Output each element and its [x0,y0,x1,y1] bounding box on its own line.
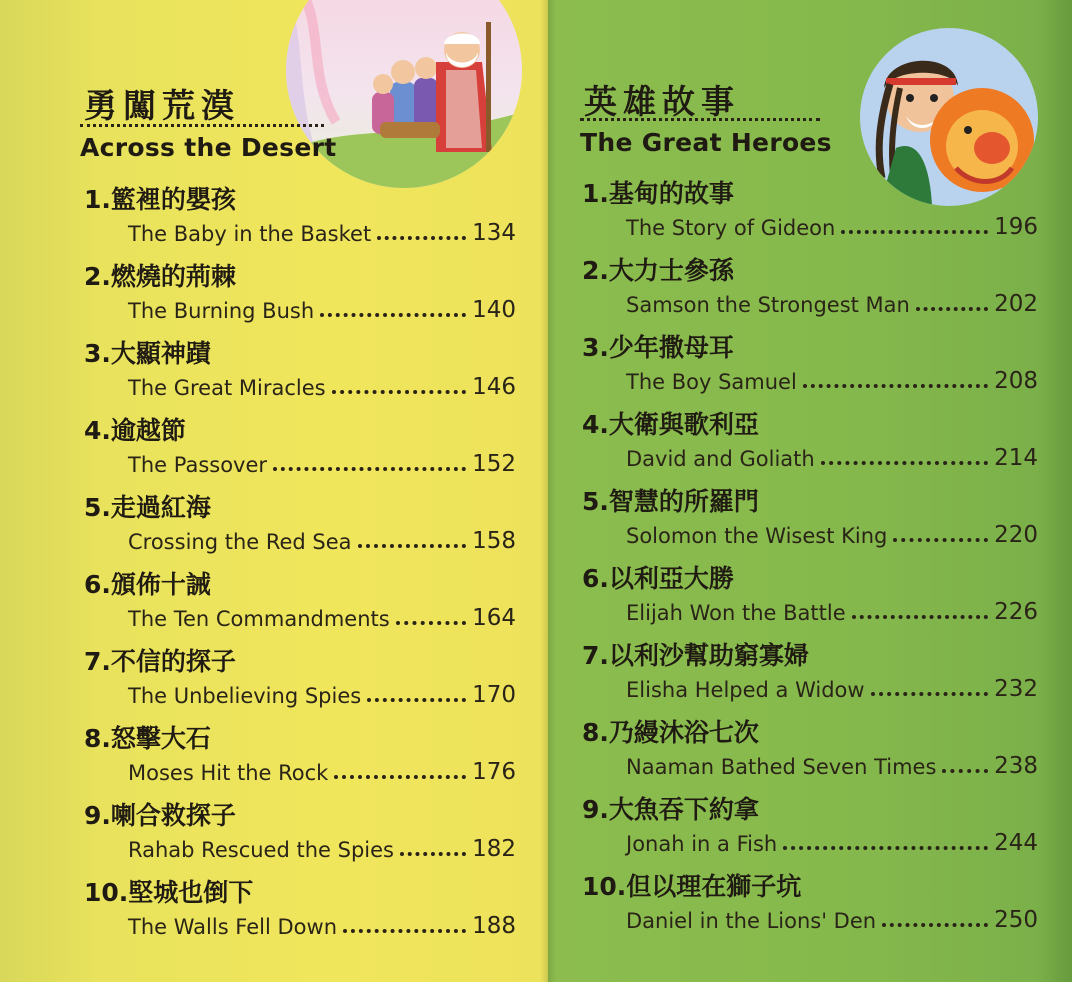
chapter-row [128,832,516,862]
chapter-title-zh [84,873,253,909]
chapter-name-zh: 以利沙幫助窮寡婦 [608,641,809,670]
page-number: 188 [472,913,516,939]
chapter-title-en: Rahab Rescued the Spies [128,838,394,862]
dot-leader [334,775,466,779]
dot-leader [893,538,988,542]
chapter-title-en: The Great Miracles [128,376,326,400]
chapter-title-en: Moses Hit the Rock [128,761,329,785]
dot-leader [852,615,988,619]
chapter-title-zh [84,334,211,370]
chapter-title-zh [84,642,236,678]
chapter-title-zh [582,174,734,210]
toc-item[interactable] [84,334,516,404]
chapter-title-zh [84,411,186,447]
chapter-title-en: David and Goliath [626,447,815,471]
chapter-name-zh: 頒佈十誡 [110,570,211,599]
chapter-title-zh [582,867,801,903]
chapter-title-zh [84,565,211,601]
toc-item[interactable] [582,405,1038,475]
chapter-number: 9. [582,795,609,824]
chapter-title-zh [582,790,759,826]
toc-item[interactable] [84,411,516,481]
toc-item[interactable] [84,719,516,789]
dot-leader [367,698,466,702]
chapter-row [626,210,1038,240]
chapter-number: 4. [582,410,609,439]
dot-leader [841,230,988,234]
toc-item[interactable] [582,559,1038,629]
chapter-name-zh: 大顯神蹟 [110,339,211,368]
chapter-number: 8. [84,724,111,753]
chapter-row [626,441,1038,471]
chapter-name-zh: 少年撒母耳 [608,333,734,362]
toc-item[interactable] [84,257,516,327]
chapter-row [128,216,516,246]
chapter-title-en: The Walls Fell Down [128,915,338,939]
chapter-name-zh: 基甸的故事 [608,179,734,208]
dot-leader [273,467,466,471]
chapter-name-zh: 燃燒的荊棘 [110,262,236,291]
dot-leader [916,307,988,311]
chapter-name-zh: 逾越節 [110,416,186,445]
toc-item[interactable] [84,796,516,866]
chapter-row [626,903,1038,933]
chapter-row [626,287,1038,317]
toc-item[interactable] [582,482,1038,552]
dot-leader [343,929,466,933]
toc-item[interactable] [84,488,516,558]
chapter-row [626,749,1038,779]
dot-leader [942,769,988,773]
toc-item[interactable] [84,873,516,943]
chapter-number: 2. [582,256,609,285]
toc-item[interactable] [582,174,1038,244]
toc-item[interactable] [582,636,1038,706]
chapter-name-zh: 怒擊大石 [110,724,211,753]
dot-leader [358,544,467,548]
chapter-title-en: Solomon the Wisest King [626,524,888,548]
page-number: 140 [472,297,516,323]
chapter-title-en: The Burning Bush [128,299,315,323]
book-gutter [540,0,556,982]
chapter-title-en: Elisha Helped a Widow [626,678,865,702]
chapter-number: 2. [84,262,111,291]
chapter-name-zh: 堅城也倒下 [128,878,254,907]
chapter-title-zh [84,488,211,524]
chapter-number: 8. [582,718,609,747]
toc-list-left [84,180,516,940]
page-number: 238 [994,753,1038,779]
chapter-title-zh [582,482,759,518]
chapter-row [626,672,1038,702]
toc-item[interactable] [582,251,1038,321]
section-title-divider [80,124,324,127]
chapter-name-zh: 大衛與歌利亞 [608,410,759,439]
chapter-title-en: The Story of Gideon [626,216,836,240]
chapter-title-en: The Boy Samuel [626,370,797,394]
chapter-row [128,678,516,708]
page-number: 176 [472,759,516,785]
chapter-title-zh [582,636,809,672]
chapter-title-en: Naaman Bathed Seven Times [626,755,937,779]
chapter-name-zh: 大力士參孫 [608,256,734,285]
chapter-row [626,364,1038,394]
chapter-row [128,524,516,554]
chapter-name-zh: 走過紅海 [110,493,211,522]
toc-item[interactable] [582,867,1038,937]
chapter-title-en: The Baby in the Basket [128,222,372,246]
page-number: 208 [994,368,1038,394]
chapter-number: 4. [84,416,111,445]
section-title-en: Across the Desert [80,133,337,162]
chapter-number: 10. [84,878,129,907]
page-number: 146 [472,374,516,400]
dot-leader [882,923,988,927]
chapter-number: 6. [84,570,111,599]
toc-list-right [582,174,1038,934]
page-number: 202 [994,291,1038,317]
chapter-row [128,755,516,785]
section-title-zh: 勇闖荒漠 [84,86,240,125]
chapter-number: 7. [582,641,609,670]
chapter-row [626,518,1038,548]
dot-leader [871,692,989,696]
chapter-number: 3. [582,333,609,362]
chapter-row [128,293,516,323]
chapter-row [128,447,516,477]
chapter-title-zh [582,251,734,287]
dot-leader [332,390,467,394]
page-number: 170 [472,682,516,708]
chapter-number: 7. [84,647,111,676]
section-title-en: The Great Heroes [580,128,832,157]
chapter-title-en: Jonah in a Fish [626,832,778,856]
chapter-name-zh: 大魚吞下約拿 [608,795,759,824]
dot-leader [377,236,466,240]
toc-item[interactable] [84,642,516,712]
chapter-name-zh: 智慧的所羅門 [608,487,759,516]
dot-leader [320,313,466,317]
page-number: 182 [472,836,516,862]
chapter-name-zh: 以利亞大勝 [608,564,734,593]
dot-leader [803,384,988,388]
dot-leader [400,852,466,856]
page-number: 196 [994,214,1038,240]
page-number: 232 [994,676,1038,702]
section-title-divider [580,118,820,121]
page-number: 226 [994,599,1038,625]
chapter-number: 10. [582,872,627,901]
chapter-title-zh [582,328,734,364]
chapter-number: 5. [582,487,609,516]
chapter-number: 9. [84,801,111,830]
chapter-number: 5. [84,493,111,522]
toc-item[interactable] [84,565,516,635]
chapter-row [626,595,1038,625]
page-number: 250 [994,907,1038,933]
chapter-title-zh [84,180,236,216]
chapter-row [128,601,516,631]
toc-item[interactable] [84,180,516,250]
dot-leader [821,461,988,465]
toc-item[interactable] [582,790,1038,860]
toc-item[interactable] [582,328,1038,398]
chapter-name-zh: 不信的探子 [110,647,236,676]
toc-item[interactable] [582,713,1038,783]
chapter-title-en: The Unbelieving Spies [128,684,362,708]
chapter-title-en: Elijah Won the Battle [626,601,846,625]
chapter-title-zh [84,257,236,293]
page-number: 220 [994,522,1038,548]
chapter-title-en: The Ten Commandments [128,607,390,631]
dot-leader [396,621,466,625]
chapter-title-en: Samson the Strongest Man [626,293,910,317]
chapter-title-en: Crossing the Red Sea [128,530,352,554]
chapter-number: 6. [582,564,609,593]
page-number: 164 [472,605,516,631]
chapter-title-zh [582,713,759,749]
page-number: 244 [994,830,1038,856]
right-page [548,0,1072,982]
chapter-row [128,370,516,400]
chapter-title-zh [84,719,211,755]
page-number: 214 [994,445,1038,471]
section-title-zh: 英雄故事 [584,82,740,121]
dot-leader [783,846,988,850]
chapter-number: 3. [84,339,111,368]
chapter-title-en: The Passover [128,453,268,477]
chapter-title-zh [84,796,236,832]
chapter-title-en: Daniel in the Lions' Den [626,909,877,933]
chapter-row [626,826,1038,856]
chapter-name-zh: 乃縵沐浴七次 [608,718,759,747]
chapter-number: 1. [84,185,111,214]
chapter-title-zh [582,405,759,441]
chapter-name-zh: 籃裡的嬰孩 [110,185,236,214]
chapter-name-zh: 喇合救探子 [110,801,236,830]
page-number: 158 [472,528,516,554]
page-number: 134 [472,220,516,246]
chapter-number: 1. [582,179,609,208]
chapter-row [128,909,516,939]
page-number: 152 [472,451,516,477]
chapter-name-zh: 但以理在獅子坑 [626,872,802,901]
chapter-title-zh [582,559,734,595]
